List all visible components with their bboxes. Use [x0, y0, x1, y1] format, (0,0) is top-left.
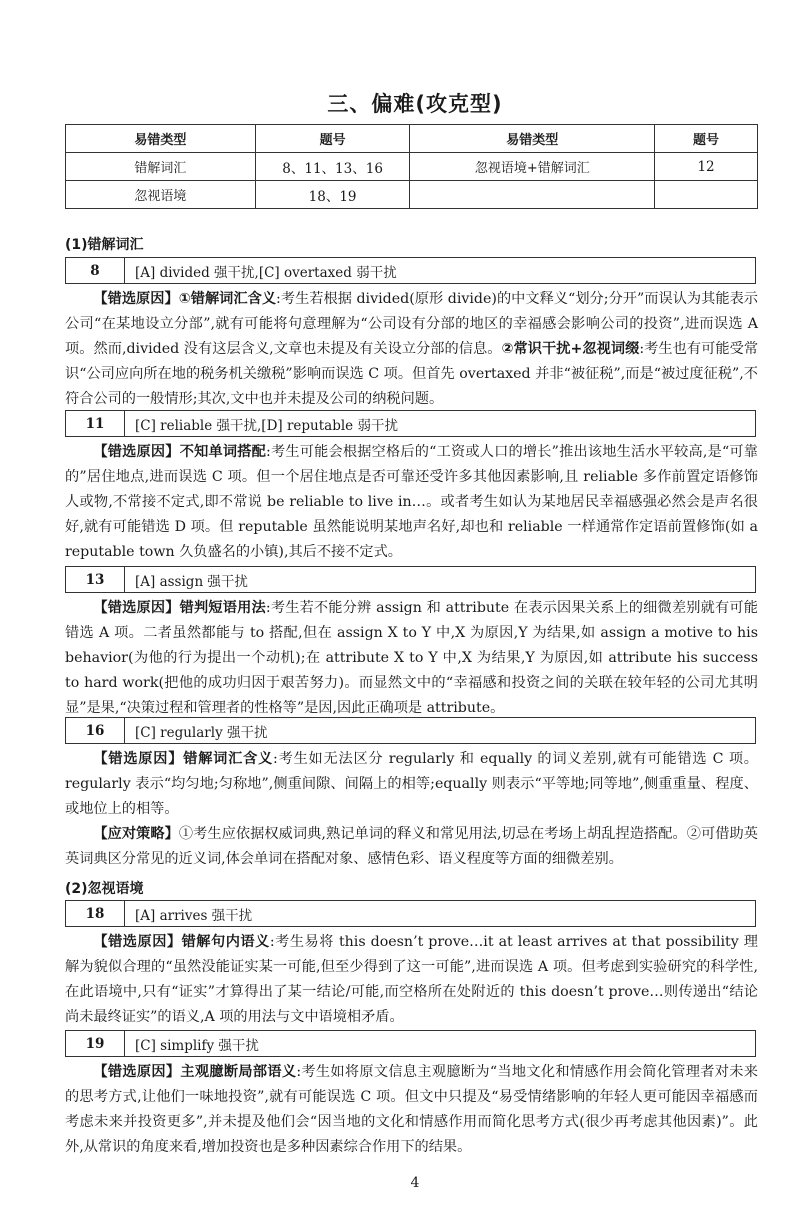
reason-text: :考生也有可能受常识“公司应向所在地的税务机关缴税”影响而误选 C 项。但首先 overtaxed 并非“被征税”,而是“被过度征税”,不符合公司的一般情形;其次,文中也并未提及公司的纳税问题。 [65, 341, 759, 407]
table-cell [655, 181, 758, 209]
error-reason [65, 287, 758, 412]
item-distractors: [C] reliable 强干扰,[D] reputable 弱干扰 [135, 417, 398, 434]
table-cell: 忽视语境+错解词汇 [410, 153, 655, 181]
error-summary-table [65, 124, 758, 209]
item-distractors: [A] divided 强干扰,[C] overtaxed 弱干扰 [135, 264, 397, 281]
table-row [66, 153, 758, 181]
table-cell: 18、19 [255, 181, 410, 209]
table-cell [410, 181, 655, 209]
reason-label: 【错选原因】 [93, 751, 184, 767]
reason-text: :考生若不能分辨 assign 和 attribute 在表示因果关系上的细微差别就有可能错选 A 项。二者虽然都能与 to 搭配,但在 assign X to Y 中,X 为原因,Y 为结果,如 assign a motive to his behavior(为他的行为提出一个动机);在 attribute X to Y 中,X 为结果,Y 为原因,如 attribute his success to hard work(把他的成功归因于艰苦努力)。而显然文中的“幸福感和投资之间的关联在较年轻的公司尤其明显”是果,“决策过程和管理者的性格等”是因,因此正确项是 attribute。 [65, 600, 758, 716]
item-number: 13 [66, 567, 125, 592]
strategy-label: 【应对策略】 [93, 826, 179, 842]
table-row [66, 181, 758, 209]
item-distractors: [C] simplify 强干扰 [135, 1037, 259, 1054]
item-box [65, 410, 756, 437]
table-header-row [66, 125, 758, 153]
reason-text: :考生如无法区分 regularly 和 equally 的词义差别,就有可能错选 C 项。regularly 表示“均匀地;匀称地”,侧重间隙、间隔上的相等;equally 则表示“平等地;同等地”,侧重重量、程度、或地位上的相等。 [65, 751, 758, 817]
section-heading: (2)忽视语境 [65, 881, 144, 897]
error-reason [65, 596, 758, 721]
item-number: 11 [66, 411, 125, 436]
error-reason [65, 930, 758, 1030]
table-header: 易错类型 [66, 125, 256, 153]
page-number: 4 [410, 1175, 420, 1191]
error-keyword: 错解词汇含义 [183, 751, 274, 767]
table-header: 易错类型 [410, 125, 655, 153]
error-reason [65, 440, 758, 565]
reason-label: 【错选原因】 [93, 444, 180, 460]
item-box [65, 717, 756, 744]
page-title: 三、偏难(攻克型) [327, 92, 503, 116]
item-box [65, 566, 756, 593]
reason-text: :考生易将 this doesn’t prove…it at least arrives at that possibility 理解为貌似合理的“虽然没能证实某一可能,但至少得到了这一可能”,进而误选 A 项。但考虑到实验研究的科学性,在此语境中,只有“证实”才算得出了某一结论/可能,而空格所在处附近的 this doesn’t prove…则传递出“结论尚未最终证实”的语义,A 项的用法与文中语境相矛盾。 [65, 934, 758, 1025]
item-number: 16 [66, 718, 125, 743]
reason-label: 【错选原因】 [93, 1064, 181, 1080]
item-distractors: [A] assign 强干扰 [135, 573, 248, 590]
table-cell: 12 [655, 153, 758, 181]
table-cell: 忽视语境 [66, 181, 256, 209]
table-header: 题号 [655, 125, 758, 153]
reason-label: 【错选原因】 [93, 291, 179, 307]
table-header: 题号 [255, 125, 410, 153]
error-keyword: 不知单词搭配 [179, 444, 266, 460]
section-heading: (1)错解词汇 [65, 237, 144, 253]
item-box [65, 1030, 756, 1057]
reason-text: :考生如将原文信息主观臆断为“当地文化和情感作用会简化管理者对未来的思考方式,让他们一味地投资”,就有可能误选 C 项。但文中只提及“易受情绪影响的年轻人更可能因幸福感而考虑未来并投资更多”,并未提及他们会“因当地的文化和情感作用而简化思考方式(很少再考虑其他因素)”。此外,从常识的角度来看,增加投资也是多种因素综合作用下的结果。 [65, 1064, 758, 1155]
reason-text: :考生若根据 divided(原形 divide)的中文释义“划分;分开”而误认为其能表示公司“在某地设立分部”,就有可能将句意理解为“公司设有分部的地区的幸福感会影响公司的投资”,进而误选 A 项。然而,divided 没有这层含义,文章也未提及有关设立分部的信息。 [65, 291, 758, 357]
table-cell: 错解词汇 [66, 153, 256, 181]
strategy-text: ①考生应依据权威词典,熟记单词的释义和常见用法,切忌在考场上胡乱捏造搭配。②可借助英英词典区分常见的近义词,体会单词在搭配对象、感情色彩、语义程度等方面的细微差别。 [65, 826, 758, 867]
item-distractors: [A] arrives 强干扰 [135, 907, 253, 924]
item-number: 8 [66, 258, 125, 283]
reason-label: 【错选原因】 [93, 600, 180, 616]
item-distractors: [C] regularly 强干扰 [135, 724, 268, 741]
item-box [65, 257, 756, 284]
error-keyword: ①错解词汇含义 [178, 291, 277, 307]
table-cell: 8、11、13、16 [255, 153, 410, 181]
error-reason [65, 747, 758, 822]
reason-label: 【错选原因】 [93, 934, 182, 950]
item-number: 19 [66, 1031, 125, 1056]
reason-text: :考生可能会根据空格后的“工资或人口的增长”推出该地生活水平较高,是“可靠的”居住地点,进而误选 C 项。但一个居住地点是否可靠还受许多其他因素影响,且 reliable 多作前置定语修饰人或物,不常接不定式,即不常说 be reliable to live in…。或者考生如认为某地居民幸福感强必然会是声名很好,就有可能错选 D 项。但 reputable 虽然能说明某地声名好,却也和 reliable 一样通常作定语前置修饰(如 a reputable town 久负盛名的小镇),其后不接不定式。 [65, 444, 758, 560]
error-reason [65, 1060, 758, 1160]
item-number: 18 [66, 901, 125, 926]
error-keyword: 错解句内语义 [181, 934, 270, 950]
error-keyword: 主观臆断局部语义 [180, 1064, 297, 1080]
item-box [65, 900, 756, 927]
error-keyword: 错判短语用法 [179, 600, 266, 616]
error-keyword: ②常识干扰+忽视词缀 [501, 341, 640, 357]
strategy [65, 822, 758, 872]
